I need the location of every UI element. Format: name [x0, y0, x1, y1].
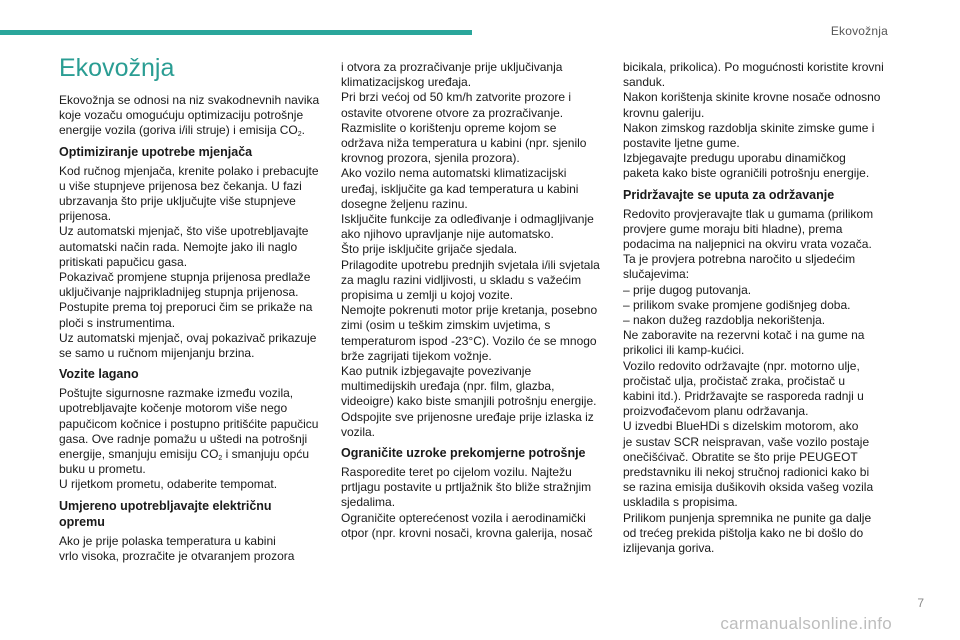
- text-line: Odspojite sve prijenosne uređaje prije izlaska iz: [341, 409, 594, 424]
- text-line: prikolici ili kamp-kućici.: [623, 343, 745, 358]
- text-line: Ne zaboravite na rezervni kotač i na gume na: [623, 328, 865, 343]
- text-line: temperaturom ispod -23°C). Vozilo će se mnogo: [341, 333, 597, 348]
- section-heading-excess-consumption: Ograničite uzroke prekomjerne potrošnje: [341, 446, 586, 461]
- text-line: podacima na naljepnici na okviru vrata vozača.: [623, 237, 872, 252]
- drive-smoothly-paragraph: [59, 386, 321, 492]
- text-line: slučajevima:: [623, 267, 690, 282]
- text-line: ploči s instrumentima.: [59, 315, 176, 330]
- header-accent-bar: [0, 30, 472, 35]
- text-line: Nakon korištenja skinite krovne nosače odnosno: [623, 90, 881, 105]
- text-line: kabini itd.). Pridržavajte se rasporeda radnji u: [623, 389, 864, 404]
- text-line: je sustav SCR neispravan, vaše vozilo postaje: [623, 434, 870, 449]
- text-line: gasa. Ove radnje pomažu u uštedi na potrošnji: [59, 431, 308, 446]
- text-line: ubrzavanja što prije uključujte više stupnjeve: [59, 194, 296, 209]
- text-line: ostavite otvorene otvore za prozračivanje.: [341, 105, 564, 120]
- text-line: pritiskati papučicu gasa.: [59, 254, 188, 269]
- text-line: Razmislite o korištenju opreme kojom se: [341, 120, 557, 135]
- text-line: klimatizacijskog uređaja.: [341, 75, 472, 90]
- running-header-section-title: Ekovožnja: [830, 24, 888, 38]
- text-line: ako njihovo upravljanje nije automatsko.: [341, 227, 554, 242]
- intro-paragraph: [59, 93, 321, 139]
- text-line: Nakon zimskog razdoblja skinite zimske gume i: [623, 120, 875, 135]
- section-heading-maintenance: Pridržavajte se uputa za održavanje: [623, 187, 835, 202]
- text-line: Pokazivač promjene stupnja prijenosa predlaže: [59, 270, 311, 285]
- text-line: papučicom kočnice i postupno pritišćite papučicu: [59, 416, 319, 431]
- excess-consumption-paragraph: [341, 465, 603, 541]
- text-line: sanduk.: [623, 75, 666, 90]
- text-line: otpor (npr. krovni nosači, krovna galerija, nosač: [341, 525, 593, 540]
- text-line: izlijevanja goriva.: [623, 541, 715, 556]
- text-line: od trećeg prekida pištolja kako ne bi došlo do: [623, 525, 864, 540]
- text-line: vrlo visoka, prozračite je otvaranjem prozora: [59, 548, 295, 563]
- column-2: [341, 60, 603, 545]
- text-line: Ograničite opterećenost vozila i aerodinamički: [341, 510, 586, 525]
- maintenance-paragraph: [623, 207, 885, 557]
- text-line: Uz automatski mjenjač, ovaj pokazivač prikazuje: [59, 330, 317, 345]
- text-line: se razina emisija dušikovih oksida vašeg vozila: [623, 480, 874, 495]
- text-line: upotrebljavajte kočenje motorom više nego: [59, 401, 288, 416]
- text-line: prtljagu postavite u prtljažnik što bliže stražnjim: [341, 480, 592, 495]
- text-line: U izvedbi BlueHDi s dizelskim motorom, ako: [623, 419, 859, 434]
- text-line: u više stupnjeve prijenosa bez čekanja. U fazi: [59, 178, 302, 193]
- text-line: i otvora za prozračivanje prije uključivanja: [341, 60, 563, 74]
- text-line: se samo u ručnom mijenjanju brzina.: [59, 346, 255, 361]
- excess-consumption-continued: [623, 60, 885, 182]
- text-line: uskladila s propisima.: [623, 495, 738, 510]
- text-line: Izbjegavajte predugu uporabu dinamičkog: [623, 151, 846, 166]
- text-line: prijenosa.: [59, 209, 112, 224]
- text-line: pročistač ulja, pročistač zraka, pročistač u: [623, 373, 846, 388]
- text-line: proizvođačevom planu održavanja.: [623, 404, 809, 419]
- text-line: održava niža temperatura u kabini (npr. sjenilo: [341, 136, 587, 151]
- text-line: sjedalima.: [341, 495, 396, 510]
- section-heading-electrical-equipment: Umjereno upotrebljavajte električnu opremu: [59, 498, 272, 529]
- text-line: Rasporedite teret po cijelom vozilu. Najtežu: [341, 465, 572, 480]
- text-line: uređaj, isključite ga kad temperatura u kabini: [341, 181, 579, 196]
- text-line: brže zagrijati tijekom vožnje.: [341, 348, 492, 363]
- text-line: multimedijskih uređaja (npr. film, glazba,: [341, 379, 555, 394]
- column-3: [623, 60, 885, 560]
- text-line: U rijetkom prometu, odaberite tempomat.: [59, 477, 278, 492]
- text-line: Uz automatski mjenjač, što više upotrebljavajte: [59, 224, 309, 239]
- page-number: 7: [917, 596, 924, 610]
- watermark-text: carmanualsonline.info: [720, 614, 892, 633]
- list-item: – prilikom svake promjene godišnjeg doba.: [623, 297, 851, 312]
- text-line: Kod ručnog mjenjača, krenite polako i prebacujte: [59, 163, 319, 178]
- text-line: videoigre) kako biste smanjili potrošnju energije.: [341, 394, 597, 409]
- list-item: – prije dugog putovanja.: [623, 282, 752, 297]
- text-line: Prilikom punjenja spremnika ne punite ga dalje: [623, 510, 872, 525]
- text-line: za maglu razini vidljivosti, u skladu s važećim: [341, 272, 582, 287]
- text-line-co2: energije, smanjuju emisiju $CO_2$ i smanjuju opću: [59, 447, 310, 463]
- column-1: [59, 54, 321, 568]
- section-heading-drive-smoothly: Vozite lagano: [59, 367, 139, 382]
- text-line: Redovito provjeravajte tlak u gumama (prilikom: [623, 206, 874, 221]
- text-line: Kao putnik izbjegavajte povezivanje: [341, 364, 532, 379]
- text-line: Ako vozilo nema automatski klimatizacijski: [341, 166, 567, 181]
- text-line: postavite ljetne gume.: [623, 136, 740, 151]
- text-line: Ekovožnja se odnosi na niz svakodnevnih navika: [59, 93, 320, 107]
- text-line: vozila.: [341, 424, 376, 439]
- text-line: koje vozaču omogućuju optimizaciju potrošnje: [59, 108, 304, 123]
- text-line: krovnog prozora, sjenila prozora).: [341, 151, 520, 166]
- text-line: Postupite prema toj preporuci čim se prikaže na: [59, 300, 313, 315]
- text-line: Nemojte pokrenuti motor prije kretanja, posebno: [341, 303, 598, 318]
- text-line: provjere gume moraju biti hladne), prema: [623, 221, 843, 236]
- text-line: Ta je provjera potrebna naročito u sljedećim: [623, 252, 856, 267]
- text-line: onečišćivač. Obratite se što prije PEUGEOT: [623, 449, 858, 464]
- list-item: – nakon dužeg razdoblja nekorištenja.: [623, 313, 826, 328]
- gearbox-paragraph: [59, 164, 321, 362]
- text-line: bicikala, prikolica). Po mogućnosti koristite krovni: [623, 60, 884, 74]
- text-line: zimi (osim u teškim zimskim uvjetima, s: [341, 318, 551, 333]
- text-line: Isključite funkcije za odleđivanje i odmagljivanje: [341, 212, 594, 227]
- text-line: uključivanje najprikladnijeg stupnja prijenosa.: [59, 285, 299, 300]
- text-line: Vozilo redovito održavajte (npr. motorno ulje,: [623, 358, 860, 373]
- electrical-equipment-paragraph: [59, 534, 321, 564]
- text-line: dosegne željenu razinu.: [341, 196, 468, 211]
- electrical-equipment-continued: [341, 60, 603, 440]
- text-line: Što prije isključite grijače sjedala.: [341, 242, 518, 257]
- text-line: Pri brzi većoj od 50 km/h zatvorite prozore i: [341, 90, 572, 105]
- text-line: propisima u zemlji u kojoj vozite.: [341, 288, 514, 303]
- text-line: Ako je prije polaska temperatura u kabini: [59, 533, 276, 548]
- text-line: buku u prometu.: [59, 462, 146, 477]
- text-line: Prilagodite upotrebu prednjih svjetala i/ili svjetala: [341, 257, 600, 272]
- text-line: Poštujte sigurnosne razmake između vozila,: [59, 386, 294, 401]
- text-line: automatski način rada. Nemojte jako ili naglo: [59, 239, 298, 254]
- text-line: paketa kako biste ograničili potrošnju energije.: [623, 166, 870, 181]
- text-line: krovnu galeriju.: [623, 105, 705, 120]
- page-title: Ekovožnja: [59, 54, 175, 82]
- text-line: predstavniku ili nekoj stručnoj radionici kako bi: [623, 465, 870, 480]
- section-heading-gearbox: Optimiziranje upotrebe mjenjača: [59, 144, 253, 159]
- text-line-co2: energije vozila (goriva i/ili struje) i emisija $CO_2$.: [59, 123, 305, 139]
